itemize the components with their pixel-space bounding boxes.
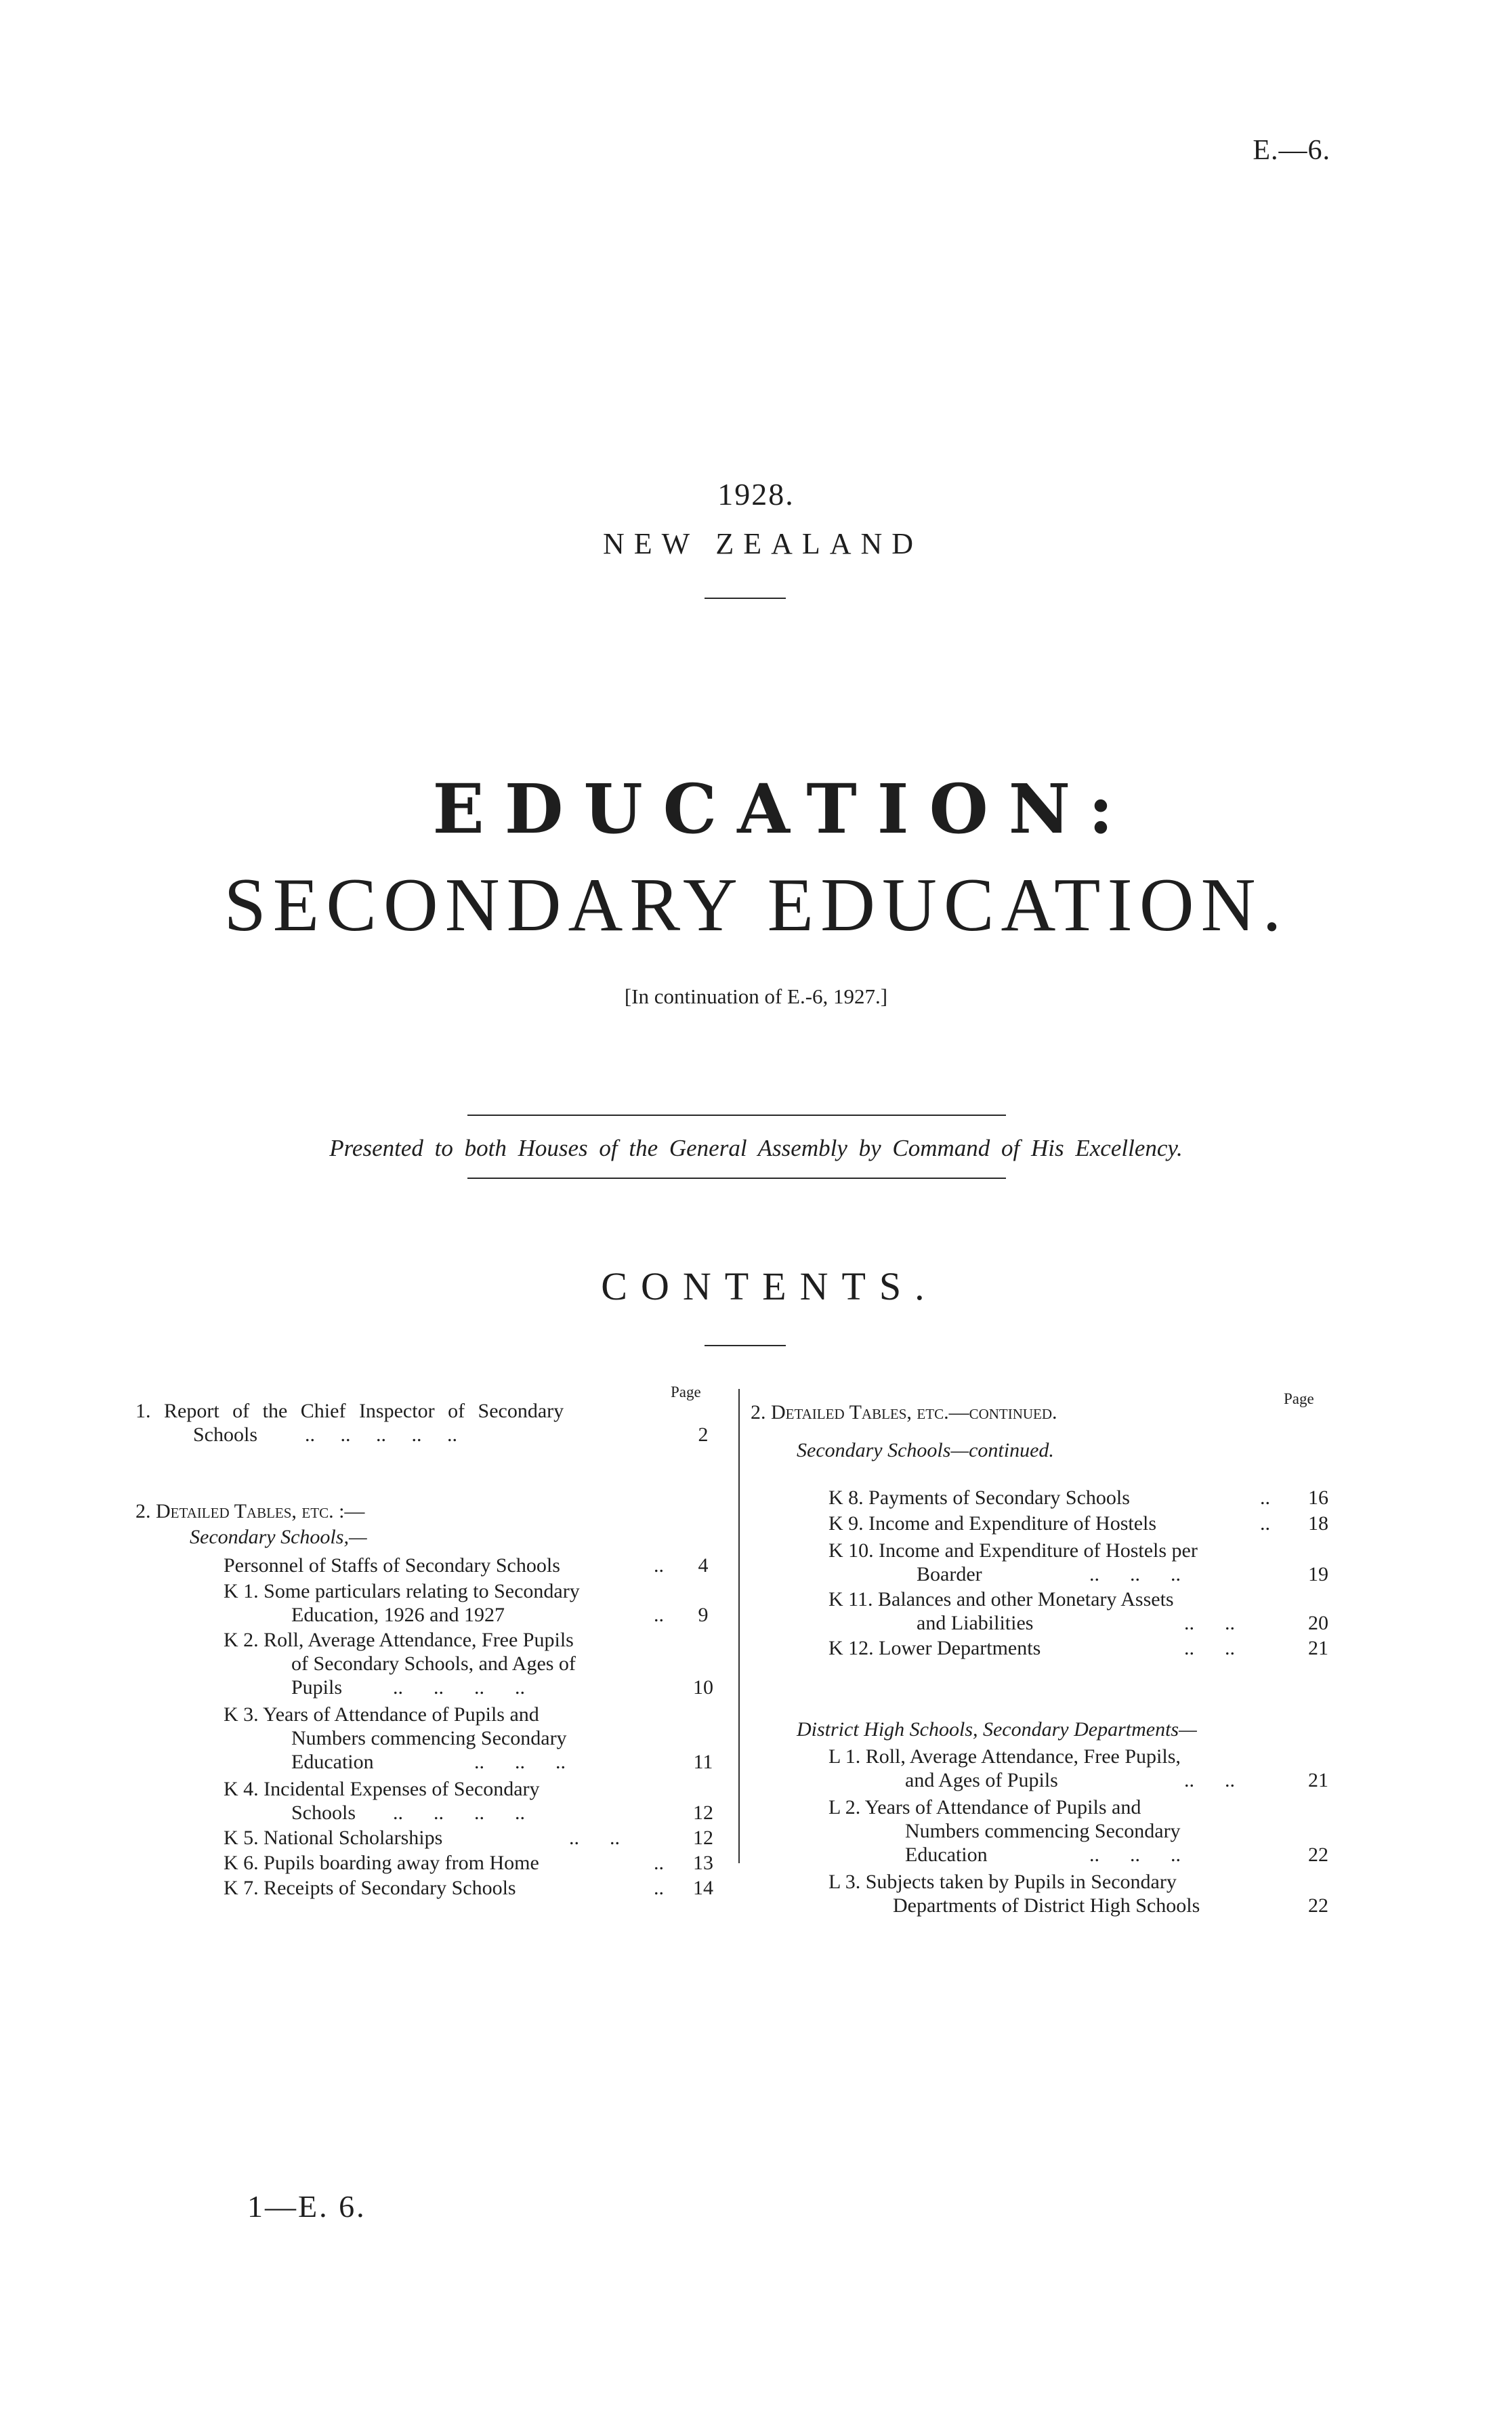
page-number: 9 <box>698 1604 709 1626</box>
country-heading: NEW ZEALAND <box>602 527 923 560</box>
presented-line: Presented to both Houses of the General Assembly by Command of His Excellency. <box>329 1135 1183 1161</box>
subtitle: SECONDARY EDUCATION. <box>224 863 1288 947</box>
entry-text: K 6. Pupils boarding away from Home <box>224 1852 539 1874</box>
entry-text: L 2. Years of Attendance of Pupils and <box>828 1796 1141 1818</box>
rule-above-presented <box>467 1115 1006 1116</box>
leader-dots: .. .. <box>1184 1769 1235 1791</box>
entry-text: Education <box>905 1844 988 1866</box>
page-number: 14 <box>693 1877 713 1899</box>
column-divider <box>738 1389 740 1863</box>
leader-dots: .. .. <box>569 1827 620 1849</box>
subsection-heading: District High Schools, Secondary Departments— <box>797 1718 1197 1741</box>
entry-text: K 12. Lower Departments <box>828 1637 1041 1659</box>
subsection-heading: Secondary Schools—continued. <box>797 1439 1054 1461</box>
leader-dots: .. <box>1260 1512 1270 1535</box>
entry-text: Education <box>291 1751 374 1773</box>
entry-text: K 2. Roll, Average Attendance, Free Pupils <box>224 1629 574 1651</box>
entry-text: K 7. Receipts of Secondary Schools <box>224 1877 516 1899</box>
leader-dots: .. .. <box>1184 1612 1235 1634</box>
year-heading: 1928. <box>717 477 795 512</box>
printer-signature: 1—E. 6. <box>247 2189 366 2224</box>
entry-text: Numbers commencing Secondary <box>291 1727 567 1749</box>
short-rule <box>705 598 786 599</box>
page-number: 2 <box>698 1423 709 1446</box>
entry-text: Schools <box>193 1423 258 1446</box>
entry-text: K 3. Years of Attendance of Pupils and <box>224 1703 539 1726</box>
section-heading: 2. Detailed Tables, etc.—continued. <box>751 1401 1057 1423</box>
leader-dots: .. .. .. <box>474 1751 566 1773</box>
entry-text: K 1. Some particulars relating to Secondary <box>224 1580 580 1602</box>
page-number: 18 <box>1308 1512 1328 1535</box>
entry-text: K 4. Incidental Expenses of Secondary <box>224 1778 540 1800</box>
page-number: 22 <box>1308 1844 1328 1866</box>
page-number: 19 <box>1308 1563 1328 1585</box>
leader-dots: .. <box>654 1604 664 1626</box>
leader-dots: .. .. .. .. <box>393 1676 525 1699</box>
leader-dots: .. <box>654 1554 664 1577</box>
entry-text: K 11. Balances and other Monetary Assets <box>828 1588 1174 1610</box>
contents-rule <box>705 1345 786 1346</box>
entry-text: and Ages of Pupils <box>905 1769 1058 1791</box>
entry-text: L 3. Subjects taken by Pupils in Secondary <box>828 1871 1177 1893</box>
entry-text: 1. Report of the Chief Inspector of Secondary <box>135 1400 564 1422</box>
continuation-note: [In continuation of E.-6, 1927.] <box>624 984 888 1008</box>
section-heading: 2. Detailed Tables, etc. :— <box>135 1500 365 1522</box>
leader-dots: .. <box>1260 1486 1270 1509</box>
rule-below-presented <box>467 1178 1006 1179</box>
entry-text: K 8. Payments of Secondary Schools <box>828 1486 1130 1509</box>
document-reference: E.—6. <box>1253 135 1330 166</box>
entry-text: K 9. Income and Expenditure of Hostels <box>828 1512 1157 1535</box>
entry-text: L 1. Roll, Average Attendance, Free Pupils, <box>828 1745 1181 1768</box>
leader-dots: .. .. .. .. .. <box>305 1423 457 1446</box>
entry-text: Education, 1926 and 1927 <box>291 1604 505 1626</box>
page-number: 16 <box>1308 1486 1328 1509</box>
entry-text: Schools <box>291 1802 356 1824</box>
entry-text: K 10. Income and Expenditure of Hostels per <box>828 1539 1198 1562</box>
subsection-heading: Secondary Schools,— <box>190 1526 367 1548</box>
page-number: 4 <box>698 1554 709 1577</box>
entry-text: Pupils <box>291 1676 343 1699</box>
leader-dots: .. <box>654 1852 664 1874</box>
entry-text: and Liabilities <box>917 1612 1034 1634</box>
leader-dots: .. .. .. .. <box>393 1802 525 1824</box>
page-number: 22 <box>1308 1894 1328 1917</box>
page-number: 10 <box>693 1676 713 1699</box>
page-number: 20 <box>1308 1612 1328 1634</box>
page-number: 11 <box>693 1751 713 1773</box>
entry-text: Departments of District High Schools <box>893 1894 1200 1917</box>
leader-dots: .. <box>654 1877 664 1899</box>
leader-dots: .. .. .. <box>1089 1563 1181 1585</box>
entry-text: K 5. National Scholarships <box>224 1827 443 1849</box>
page-number: 21 <box>1308 1637 1328 1659</box>
page-number: 12 <box>693 1827 713 1849</box>
page-column-label: Page <box>1284 1390 1314 1407</box>
main-title: EDUCATION: <box>432 769 1134 849</box>
page-number: 21 <box>1308 1769 1328 1791</box>
leader-dots: .. .. .. <box>1089 1844 1181 1866</box>
contents-heading: CONTENTS. <box>601 1264 938 1308</box>
page-column-label: Page <box>671 1384 701 1400</box>
page-number: 12 <box>693 1802 713 1824</box>
entry-text: Boarder <box>917 1563 982 1585</box>
leader-dots: .. .. <box>1184 1637 1235 1659</box>
entry-text: of Secondary Schools, and Ages of <box>291 1652 576 1675</box>
entry-text: Personnel of Staffs of Secondary Schools <box>224 1554 560 1577</box>
page-number: 13 <box>693 1852 713 1874</box>
entry-text: Numbers commencing Secondary <box>905 1820 1181 1842</box>
